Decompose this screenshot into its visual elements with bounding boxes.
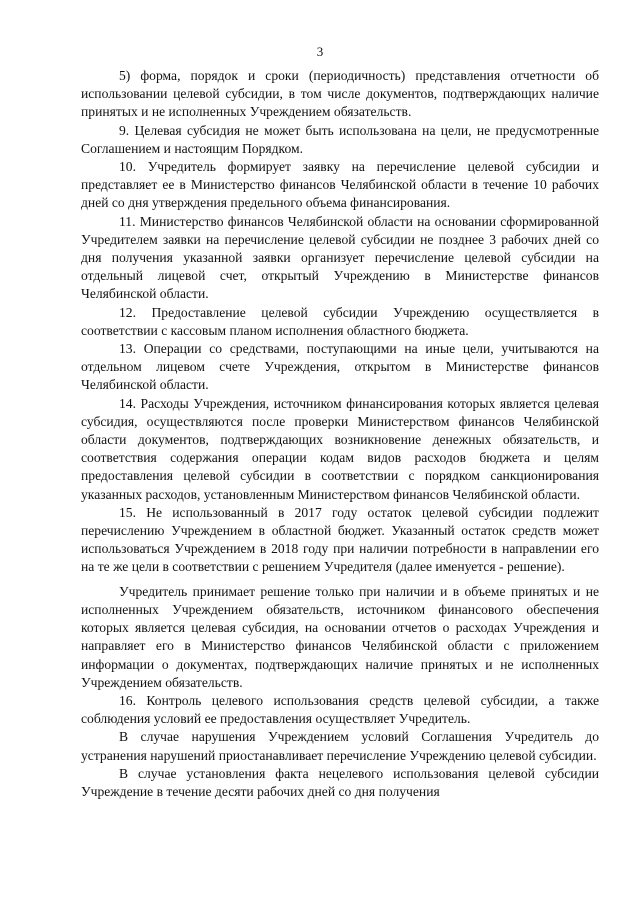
paragraph-11: 11. Министерство финансов Челябинской области на основании сформированной Учредителем заявки на перечисление целевой субсидии не позднее 3 рабочих дней со дня получения указанной заявки организует перечисление целевой субсидии на отдельный лицевой счет, открытый Учреждению в Министерстве финансов Челябинской области. (81, 213, 599, 302)
page-number: 3 (316, 44, 324, 59)
paragraph-12: 12. Предоставление целевой субсидии Учреждению осуществляется в соответствии с кассовым планом исполнения областного бюджета. (81, 304, 599, 338)
paragraph-10: 10. Учредитель формирует заявку на перечисление целевой субсидии и представляет ее в Министерство финансов Челябинской области в течение 10 рабочих дней со дня утверждения предельного объема финансирования. (81, 159, 599, 211)
paragraph-15: 15. Не использованный в 2017 году остаток целевой субсидии подлежит перечислению Учреждением в областной бюджет. Указанный остаток средств может использоваться Учреждением в 2018 году при наличии потребности в направлении его на те же цели в соответствии с решением Учредителя (далее именуется - решение). (81, 504, 599, 575)
paragraph-15-decision: Учредитель принимает решение только при наличии и в объеме принятых и не исполненных Учреждением обязательств, источником финансового обеспечения которых является целевая субсидия, на основании отчетов о расходах Учреждения и направляет его в Министерство финансов Челябинской области с приложением информации о документах, подтверждающих наличие принятых и не исполненных Учреждением обязательств. (81, 583, 599, 690)
document-body (81, 67, 599, 801)
paragraph-9: 9. Целевая субсидия не может быть использована на цели, не предусмотренные Соглашением и настоящим Порядком. (81, 122, 599, 156)
paragraph-14: 14. Расходы Учреждения, источником финансирования которых является целевая субсидия, осуществляются после проверки Министерством финансов Челябинской области документов, подтверждающих возникновение денежных обязательств, и соответствия содержания операции кодам видов расходов бюджета и целям предоставления целевой субсидии в соответствии с порядком санкционирования указанных расходов, установленным Министерством финансов Челябинской области. (81, 395, 599, 502)
paragraph-13: 13. Операции со средствами, поступающими на иные цели, учитываются на отдельном лицевом счете Учреждения, открытом в Министерстве финансов Челябинской области. (81, 341, 599, 393)
paragraph-16-misuse: В случае установления факта нецелевого использования целевой субсидии Учреждение в течение десяти рабочих дней со дня получения (81, 765, 599, 799)
paragraph-16-violation: В случае нарушения Учреждением условий Соглашения Учредитель до устранения нарушений приостанавливает перечисление Учреждению целевой субсидии. (81, 729, 599, 763)
paragraph-16: 16. Контроль целевого использования средств целевой субсидии, а также соблюдения условий ее предоставления осуществляет Учредитель. (81, 692, 599, 727)
paragraph-5-reporting: 5) форма, порядок и сроки (периодичность) представления отчетности об использовании целевой субсидии, в том числе документов, подтверждающих наличие принятых и не исполненных Учреждением обязательств. (81, 68, 599, 120)
